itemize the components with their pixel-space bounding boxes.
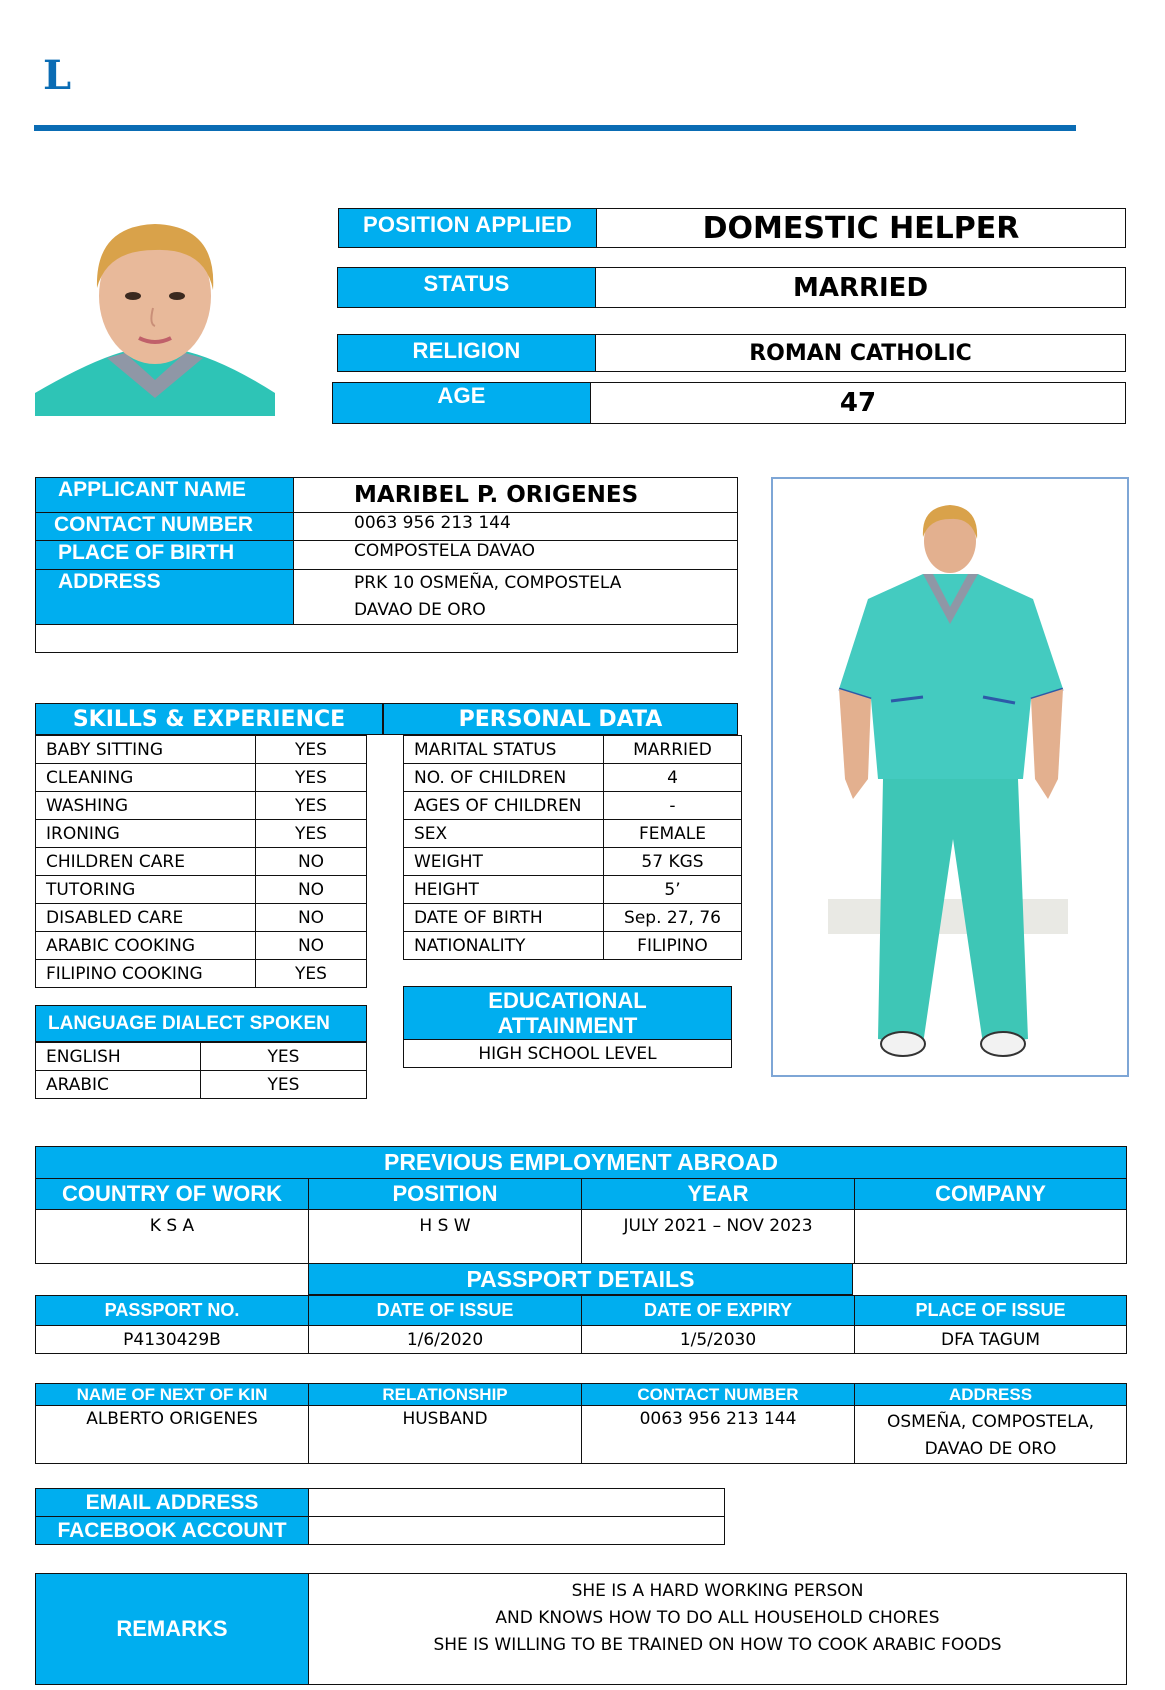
position-applied-label: POSITION APPLIED bbox=[339, 209, 597, 247]
employment-title: PREVIOUS EMPLOYMENT ABROAD bbox=[36, 1147, 1127, 1179]
skill-row-value: NO bbox=[256, 932, 367, 960]
facebook-label: FACEBOOK ACCOUNT bbox=[36, 1517, 309, 1545]
skill-row-value: YES bbox=[256, 736, 367, 764]
personal-data-row-value: 57 KGS bbox=[604, 848, 742, 876]
passport-col-issue-date: DATE OF ISSUE bbox=[309, 1296, 582, 1326]
passport-col-number: PASSPORT NO. bbox=[36, 1296, 309, 1326]
skill-row-key: ARABIC COOKING bbox=[36, 932, 256, 960]
skill-row-key: BABY SITTING bbox=[36, 736, 256, 764]
passport-col-expiry-date: DATE OF EXPIRY bbox=[582, 1296, 855, 1326]
personal-data-row bbox=[404, 904, 742, 932]
passport-section-header: PASSPORT DETAILS bbox=[308, 1264, 853, 1295]
personal-data-row-key: MARITAL STATUS bbox=[404, 736, 604, 764]
kin-row bbox=[36, 1406, 1127, 1464]
personal-data-row-value: 5’ bbox=[604, 876, 742, 904]
personal-data-row-key: SEX bbox=[404, 820, 604, 848]
status-label: STATUS bbox=[338, 268, 596, 307]
facebook-value bbox=[309, 1517, 725, 1545]
skill-row-value: YES bbox=[256, 792, 367, 820]
place-of-birth-row bbox=[36, 541, 738, 570]
employment-position: H S W bbox=[309, 1210, 582, 1264]
email-row bbox=[36, 1489, 725, 1517]
skill-row-value: YES bbox=[256, 960, 367, 988]
passport-row bbox=[36, 1326, 1127, 1354]
employment-col-position: POSITION bbox=[309, 1179, 582, 1210]
next-of-kin-table bbox=[35, 1383, 1127, 1464]
skill-row bbox=[36, 876, 367, 904]
employment-company bbox=[855, 1210, 1127, 1264]
skills-section-header: SKILLS & EXPERIENCE bbox=[35, 703, 383, 735]
personal-data-row-key: AGES OF CHILDREN bbox=[404, 792, 604, 820]
personal-data-row-key: HEIGHT bbox=[404, 876, 604, 904]
skill-row-key: DISABLED CARE bbox=[36, 904, 256, 932]
personal-data-row-value: MARRIED bbox=[604, 736, 742, 764]
skill-row bbox=[36, 764, 367, 792]
applicant-info-table bbox=[35, 477, 738, 653]
skill-row bbox=[36, 820, 367, 848]
kin-relationship: HUSBAND bbox=[309, 1406, 582, 1464]
personal-data-row-key: DATE OF BIRTH bbox=[404, 904, 604, 932]
passport-place: DFA TAGUM bbox=[855, 1326, 1127, 1354]
personal-data-row-key: NO. OF CHILDREN bbox=[404, 764, 604, 792]
address-label: ADDRESS bbox=[36, 570, 294, 625]
applicant-name-value: MARIBEL P. ORIGENES bbox=[294, 478, 738, 513]
personal-data-row bbox=[404, 820, 742, 848]
status-value: MARRIED bbox=[792, 272, 929, 303]
place-of-birth-label: PLACE OF BIRTH bbox=[36, 541, 294, 570]
position-applied-row bbox=[338, 208, 1126, 248]
personal-data-section-header: PERSONAL DATA bbox=[383, 703, 738, 735]
skill-row bbox=[36, 848, 367, 876]
contact-number-row bbox=[36, 513, 738, 541]
position-applied-value: DOMESTIC HELPER bbox=[702, 210, 1020, 246]
kin-header-row bbox=[36, 1384, 1127, 1406]
employment-row bbox=[36, 1210, 1127, 1264]
passport-header-row bbox=[36, 1296, 1127, 1326]
address-line-1: PRK 10 OSMEÑA, COMPOSTELA bbox=[354, 573, 622, 593]
place-of-birth-value: COMPOSTELA DAVAO bbox=[294, 541, 738, 570]
personal-data-row-value: 4 bbox=[604, 764, 742, 792]
employment-col-country: COUNTRY OF WORK bbox=[36, 1179, 309, 1210]
address-line-2: DAVAO DE ORO bbox=[354, 600, 486, 620]
employment-header-row bbox=[36, 1179, 1127, 1210]
employment-title-row bbox=[36, 1147, 1127, 1179]
passport-issue-date: 1/6/2020 bbox=[309, 1326, 582, 1354]
employment-year: JULY 2021 – NOV 2023 bbox=[582, 1210, 855, 1264]
header-divider bbox=[34, 125, 1076, 131]
kin-address-line-1: OSMEÑA, COMPOSTELA, bbox=[886, 1412, 1095, 1432]
remarks-line-3: SHE IS WILLING TO BE TRAINED ON HOW TO COOK ARABIC FOODS bbox=[433, 1635, 1002, 1655]
skill-row-key: TUTORING bbox=[36, 876, 256, 904]
personal-data-row bbox=[404, 736, 742, 764]
personal-data-row bbox=[404, 848, 742, 876]
kin-name: ALBERTO ORIGENES bbox=[36, 1406, 309, 1464]
remarks-label: REMARKS bbox=[36, 1574, 309, 1685]
personal-data-table bbox=[403, 735, 742, 960]
facebook-row bbox=[36, 1517, 725, 1545]
skill-row-key: WASHING bbox=[36, 792, 256, 820]
applicant-headshot-photo bbox=[35, 198, 275, 416]
address-row bbox=[36, 570, 738, 625]
personal-data-row-key: NATIONALITY bbox=[404, 932, 604, 960]
applicant-blank-row bbox=[36, 625, 738, 653]
personal-data-row-value: FILIPINO bbox=[604, 932, 742, 960]
education-title-line-2: ATTAINMENT bbox=[497, 1013, 638, 1038]
passport-table bbox=[35, 1295, 1127, 1354]
skill-row-key: CLEANING bbox=[36, 764, 256, 792]
passport-number: P4130429B bbox=[36, 1326, 309, 1354]
kin-address bbox=[855, 1406, 1127, 1464]
applicant-name-row bbox=[36, 478, 738, 513]
education-title-line-1: EDUCATIONAL bbox=[488, 988, 647, 1013]
skill-row bbox=[36, 932, 367, 960]
skill-row-value: NO bbox=[256, 876, 367, 904]
personal-data-row-key: WEIGHT bbox=[404, 848, 604, 876]
kin-col-name: NAME OF NEXT OF KIN bbox=[36, 1384, 309, 1406]
remarks-line-1: SHE IS A HARD WORKING PERSON bbox=[571, 1581, 864, 1601]
religion-label: RELIGION bbox=[338, 335, 596, 371]
skill-row-value: NO bbox=[256, 904, 367, 932]
personal-data-row bbox=[404, 932, 742, 960]
remarks-text bbox=[309, 1574, 1127, 1685]
email-label: EMAIL ADDRESS bbox=[36, 1489, 309, 1517]
age-label: AGE bbox=[333, 383, 591, 423]
remarks-row bbox=[36, 1574, 1127, 1685]
skill-row bbox=[36, 960, 367, 988]
employment-col-company: COMPANY bbox=[855, 1179, 1127, 1210]
skill-row bbox=[36, 736, 367, 764]
passport-expiry-date: 1/5/2030 bbox=[582, 1326, 855, 1354]
personal-data-row bbox=[404, 876, 742, 904]
education-section-header bbox=[403, 986, 732, 1040]
address-value bbox=[294, 570, 738, 625]
kin-address-line-2: DAVAO DE ORO bbox=[924, 1439, 1057, 1459]
personal-data-row-value: - bbox=[604, 792, 742, 820]
passport-col-place: PLACE OF ISSUE bbox=[855, 1296, 1127, 1326]
status-row bbox=[337, 267, 1126, 308]
remarks-table bbox=[35, 1573, 1127, 1685]
personal-data-row-value: FEMALE bbox=[604, 820, 742, 848]
social-table bbox=[35, 1488, 725, 1545]
company-logo-letter: L bbox=[43, 52, 72, 99]
language-row-value: YES bbox=[201, 1071, 367, 1099]
age-row bbox=[332, 382, 1126, 424]
language-row bbox=[36, 1043, 367, 1071]
kin-col-address: ADDRESS bbox=[855, 1384, 1127, 1406]
kin-col-relationship: RELATIONSHIP bbox=[309, 1384, 582, 1406]
applicant-full-body-photo bbox=[771, 477, 1129, 1077]
skill-row-value: YES bbox=[256, 820, 367, 848]
skill-row bbox=[36, 792, 367, 820]
skill-row-value: NO bbox=[256, 848, 367, 876]
contact-number-value: 0063 956 213 144 bbox=[294, 513, 738, 541]
religion-value: ROMAN CATHOLIC bbox=[749, 340, 972, 366]
age-value: 47 bbox=[839, 388, 877, 418]
employment-table bbox=[35, 1146, 1127, 1264]
skill-row-value: YES bbox=[256, 764, 367, 792]
employment-country: K S A bbox=[36, 1210, 309, 1264]
language-row-key: ENGLISH bbox=[36, 1043, 201, 1071]
applicant-blank-cell bbox=[36, 625, 738, 653]
education-value: HIGH SCHOOL LEVEL bbox=[403, 1040, 732, 1068]
personal-data-row bbox=[404, 792, 742, 820]
language-table bbox=[35, 1042, 367, 1099]
language-section-header: LANGUAGE DIALECT SPOKEN bbox=[35, 1005, 367, 1042]
religion-row bbox=[337, 334, 1126, 372]
skill-row bbox=[36, 904, 367, 932]
kin-contact: 0063 956 213 144 bbox=[582, 1406, 855, 1464]
skills-table bbox=[35, 735, 367, 988]
skill-row-key: IRONING bbox=[36, 820, 256, 848]
skill-row-key: CHILDREN CARE bbox=[36, 848, 256, 876]
language-row-key: ARABIC bbox=[36, 1071, 201, 1099]
personal-data-row bbox=[404, 764, 742, 792]
applicant-name-label: APPLICANT NAME bbox=[36, 478, 294, 513]
remarks-line-2: AND KNOWS HOW TO DO ALL HOUSEHOLD CHORES bbox=[495, 1608, 940, 1628]
language-row-value: YES bbox=[201, 1043, 367, 1071]
email-value bbox=[309, 1489, 725, 1517]
personal-data-row-value: Sep. 27, 76 bbox=[604, 904, 742, 932]
kin-col-contact: CONTACT NUMBER bbox=[582, 1384, 855, 1406]
skill-row-key: FILIPINO COOKING bbox=[36, 960, 256, 988]
contact-number-label: CONTACT NUMBER bbox=[36, 513, 294, 541]
language-row bbox=[36, 1071, 367, 1099]
employment-col-year: YEAR bbox=[582, 1179, 855, 1210]
